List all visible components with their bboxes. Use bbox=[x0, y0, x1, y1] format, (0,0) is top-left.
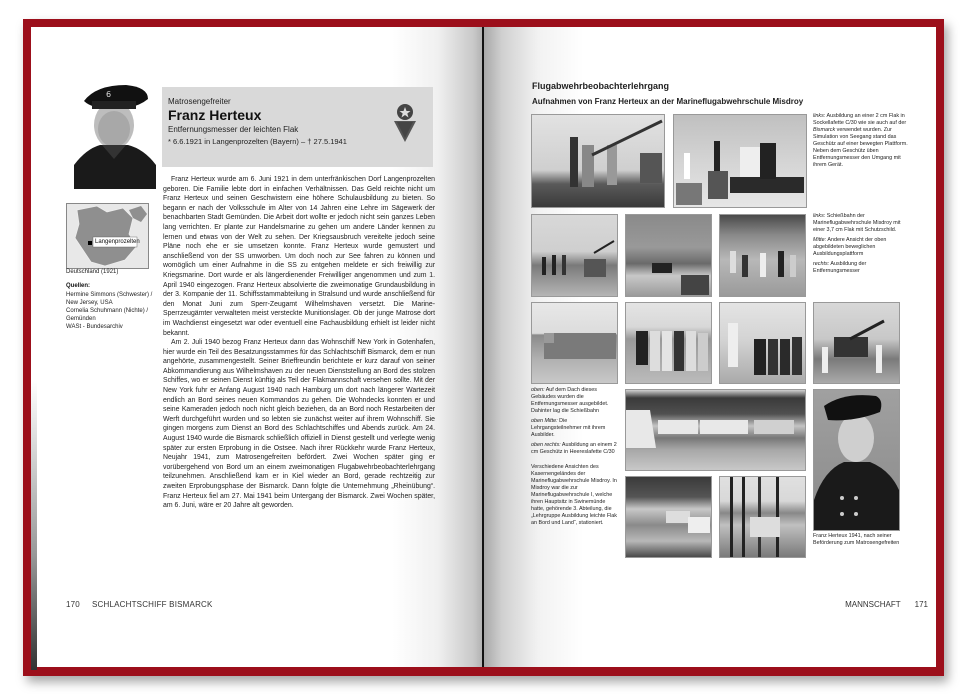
map-caption: Deutschland (1921) bbox=[66, 269, 119, 275]
photo-gun-training bbox=[719, 302, 806, 384]
photo-course-participants bbox=[625, 302, 712, 384]
caption-text: Die Lehrgangsteilnehmer mit ihrem Ausbilder. bbox=[531, 418, 606, 438]
page-number: 170 bbox=[66, 600, 80, 609]
germany-map bbox=[66, 203, 149, 269]
caption-text: Auf dem Dach dieses Gebäudes wurden die Entfernungsmesser ausgebildet. Dahinter lag die Schießbahn bbox=[531, 387, 609, 414]
biography-paragraph: Am 2. Juli 1940 bezog Franz Herteux dann das Wohnschiff New York in Gotenhafen, hier wurde ein Teil des Besatzungsstammes für das Schlachtschiff Bismarck, dem er nun angehörte, zusammengestellt. Seiner Brieffreundin berichtete er kurz darauf von seiner Abkommandierung aus Wilhelmshaven zu der neuen Dienststellung an Bord des stolzen Schiffes, wo er seinen Dienst künftig als Teil der Flakmannschaft versehen sollte. Mit der New York fuhr er Anfang August 1940 nach Hamburg um dort nach längerer Wartezeit endlich an Bord seines neuen Kommandos zu gehen. Die Wohndecks konnten er und seine Kameraden jedoch noch nicht gleich beziehen, da an Bord noch Restarbeiten der Werft durchgeführt wurden und so lebten sie zunächst weiter auf ihrem Wohnschiff. Sie gingen morgens zum Dienst an Bord des Schlachtschiffes und Abends zurück. Am 24. August 1940 wurde die Bismarck schließlich offiziell in Dienst gestellt und verlegte wenig später zur ersten Erprobung in die Ostsee. Nach ihrer Rückkehr wurde Franz Herteux, Neujahr 1941, zum Matrosengefreiten befördert. Zwei Wochen später ging er vorübergehend von Bord um an einem zweimonatigen Flugabwehrbeobachterlehrgang teilzunehmen. Anschließend kam er in Kiel wieder an Bord, gerade rechtzeitig zur zweiten Erprobungsphase der Bismarck. Dann folgte die Unternehmung „Rheinübung“. Franz Herteux fiel am 27. Mai 1941 beim Untergang der Bismarck. Zwei Wochen später, am 6. Juni, wäre er 20 Jahre alt geworden. bbox=[163, 339, 435, 510]
photo-rangefinder-training bbox=[719, 214, 806, 297]
caption-label: oben: bbox=[531, 387, 545, 393]
running-title: MANNSCHAFT bbox=[845, 600, 901, 609]
profile-rank: Matrosengefreiter bbox=[168, 97, 231, 106]
profile-role: Entfernungsmesser der leichten Flak bbox=[168, 125, 299, 134]
caption-label: links: bbox=[813, 213, 826, 219]
caption-text: Ausbildung an einem 2 cm Geschütz in Heereslafette C/30 bbox=[531, 442, 617, 455]
photo-barracks-path bbox=[625, 476, 712, 558]
folio-right bbox=[831, 600, 928, 609]
photo-gun-crew bbox=[813, 302, 900, 384]
caption-middle-right bbox=[813, 213, 913, 278]
photo-rangefinder-platform bbox=[673, 114, 807, 208]
caption-italic: Bismarck bbox=[813, 127, 836, 133]
caption-paragraph bbox=[531, 387, 619, 415]
folio-left bbox=[66, 600, 225, 609]
photo-barracks-trees bbox=[719, 476, 806, 558]
caption-portrait: Franz Herteux 1941, nach seiner Beförderung zum Matrosengefreiten bbox=[813, 533, 900, 546]
caption-paragraph bbox=[531, 418, 619, 439]
section-title: Flugabwehrbeobachterlehrgang bbox=[532, 81, 670, 91]
caption-text: Verschiedene Ansichten des Kasernengeländes der Marineflugabwehrschule Misdroy. In Misdroy war die zur Marineflugabwehrschule I, welche ihren Hauptsitz in Swinemünde hatte, gehörende 3. Abteilung, die „Lehrgruppe Ausbildung leichte Flak an Bord und Land“, stationiert. bbox=[531, 464, 618, 526]
caption-paragraph bbox=[531, 442, 619, 456]
photo-portrait-1941 bbox=[813, 389, 900, 531]
caption-top-right bbox=[813, 113, 913, 172]
caption-text: Ausbildung der Entfernungsmesser bbox=[813, 261, 867, 274]
page-number: 171 bbox=[914, 600, 928, 609]
photo-building-roof bbox=[531, 302, 618, 384]
caption-label: oben Mitte: bbox=[531, 418, 558, 424]
caption-paragraph bbox=[813, 213, 913, 234]
caption-paragraph bbox=[813, 261, 913, 275]
source-item: Cornelia Schuhmann (Nichte) / Gemünden bbox=[66, 308, 149, 322]
source-item: Hermine Simmons (Schwester) / New Jersey, USA bbox=[66, 292, 153, 306]
biography-paragraph: Franz Herteux wurde am 6. Juni 1921 in dem unterfränkischen Dorf Langenprozelten geboren. Die Familie lebte dort in einfachen Verhältnissen. Das Geld reichte nicht um Franz Herteux und seinen Geschwistern eine höhere Schulausbildung zu bieten. So begann er nach der Volksschule im Alter von 14 Jahren eine Lehre im Sägewerk der benachbarten Stadt Gemünden. Die Arbeit dort wollte er jedoch nicht sein ganzes Leben lang verrichten. Er plante zur Handelsmarine zu gehen um andere Länder kennen zu lernen und etwas von der Welt zu sehen. Der Kriegsausbruch vereitelte jedoch seine Pläne noch ehe er sie umsetzen konnte. Franz Herteux wurde gemustert und anschließend von der SS umworben. Um doch noch zur See fahren zu können und womöglich um einer Aufnahme in die SS zu entgehen meldete er sich freiwillig zur Kriegsmarine. Dort wurde er als längerdienender Freiwilliger angenommen und zum 1. April 1940 eingezogen. Franz Herteux absolvierte die zweimonatige Grundausbildung in der 3. Kompanie der 11. Schiffsstammabteilung in Stralsund und wurde anschließend für den Monat Juni zum Sperr-Zeugamt Wilhelmshaven versetzt. Die Marine-Sperrzeugämter verwalteten meist versteckte Munitionslager. Ob der junge Matrose dort im Wachdienst eingesetzt war oder eventuell eine Fachausbildung erhielt ist leider nicht bekannt. bbox=[163, 176, 435, 337]
caption-text: Schießbahn der Marineflugabwehrschule Misdroy mit einer 3,7 cm Flak mit Schutzschild. bbox=[813, 213, 901, 233]
photo-training-platform-alt bbox=[625, 214, 712, 297]
photo-flak-training bbox=[531, 114, 665, 208]
caption-label: Mitte: bbox=[813, 237, 827, 243]
profile-dates: * 6.6.1921 in Langenprozelten (Bayern) – † 27.5.1941 bbox=[168, 137, 347, 146]
profile-name: Franz Herteux bbox=[168, 107, 262, 123]
caption-text: Andere Ansicht der oben abgebildeten beweglichen Ausbildungsplattform bbox=[813, 237, 887, 257]
map-marker-label: Langenprozelten bbox=[95, 239, 140, 245]
caption-paragraph bbox=[813, 237, 913, 258]
photo-firing-range bbox=[531, 214, 618, 297]
running-title: SCHLACHTSCHIFF BISMARCK bbox=[91, 600, 213, 609]
rank-insignia-icon bbox=[393, 104, 417, 144]
section-subtitle: Aufnahmen von Franz Herteux an der Marineflugabwehrschule Misdroy bbox=[532, 97, 804, 106]
photo-barracks-grounds bbox=[625, 389, 806, 471]
biography-text bbox=[163, 175, 435, 511]
caption-text: Ausbildung an einer 2 cm Flak in Sockellafette C/30 wie sie auch auf der bbox=[813, 113, 907, 126]
caption-paragraph bbox=[813, 113, 913, 169]
caption-left-column bbox=[531, 387, 619, 530]
svg-text:6: 6 bbox=[106, 90, 112, 99]
source-item: WASt - Bundesarchiv bbox=[66, 324, 123, 330]
portrait-photo bbox=[66, 79, 162, 189]
caption-label: links: bbox=[813, 113, 826, 119]
sources-list bbox=[66, 291, 161, 331]
caption-paragraph bbox=[531, 464, 619, 527]
caption-label: rechts: bbox=[813, 261, 830, 267]
sources-title: Quellen: bbox=[66, 283, 91, 289]
caption-text: verwendet wurden. Zur Simulation von Seegang stand das Geschütz auf einer bewegten Plattform. Neben dem Geschütz üben Entfernungsmesser den Umgang mit ihrem Gerät. bbox=[813, 127, 908, 168]
caption-label: oben rechts: bbox=[531, 442, 561, 448]
